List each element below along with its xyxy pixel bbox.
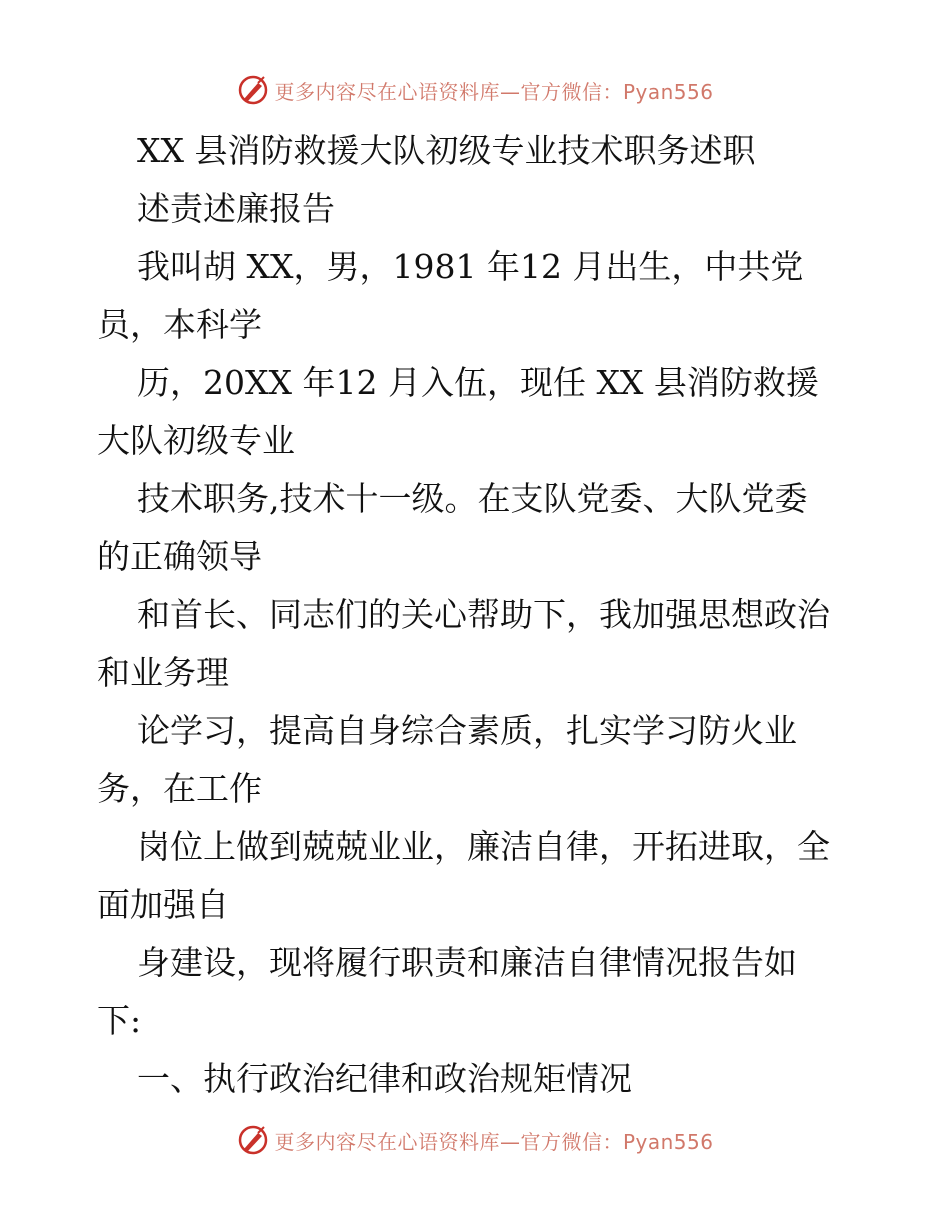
doc-title-line-2: 述责述廉报告 <box>137 189 335 228</box>
watermark-text: 更多内容尽在心语资料库—官方微信：Pyan556 <box>274 1129 714 1154</box>
paragraph-line: 岗位上做到兢兢业业，廉洁自律，开拓进取，全 <box>137 827 830 866</box>
document-body <box>97 122 857 1108</box>
paragraph-line: 和业务理 <box>97 653 229 692</box>
paragraph-line: 技术职务,技术十一级。在支队党委、大队党委 <box>137 479 808 518</box>
paragraph-line: 下: <box>97 1001 142 1040</box>
paragraph-line: 务，在工作 <box>97 769 262 808</box>
paragraph-line: 员，本科学 <box>97 305 262 344</box>
paragraph-line: 的正确领导 <box>97 537 262 576</box>
watermark-text: 更多内容尽在心语资料库—官方微信：Pyan556 <box>274 79 714 104</box>
paragraph-line: 身建设，现将履行职责和廉洁自律情况报告如 <box>137 943 797 982</box>
watermark-footer <box>0 1120 950 1160</box>
pen-emblem-icon <box>236 73 270 107</box>
paragraph-line: 我叫胡 XX，男，1981 年12 月出生，中共党 <box>137 247 804 286</box>
paragraph-line: 和首长、同志们的关心帮助下，我加强思想政治 <box>137 595 830 634</box>
section-heading: 一、执行政治纪律和政治规矩情况 <box>137 1059 632 1098</box>
paragraph-line: 大队初级专业 <box>97 421 295 460</box>
paragraph-line: 历，20XX 年12 月入伍，现任 XX 县消防救援 <box>137 363 819 402</box>
watermark-header <box>0 70 950 110</box>
paragraph-line: 面加强自 <box>97 885 229 924</box>
paragraph-line: 论学习，提高自身综合素质，扎实学习防火业 <box>137 711 797 750</box>
doc-title-line-1: XX 县消防救援大队初级专业技术职务述职 <box>137 131 756 170</box>
pen-emblem-icon <box>236 1123 270 1157</box>
